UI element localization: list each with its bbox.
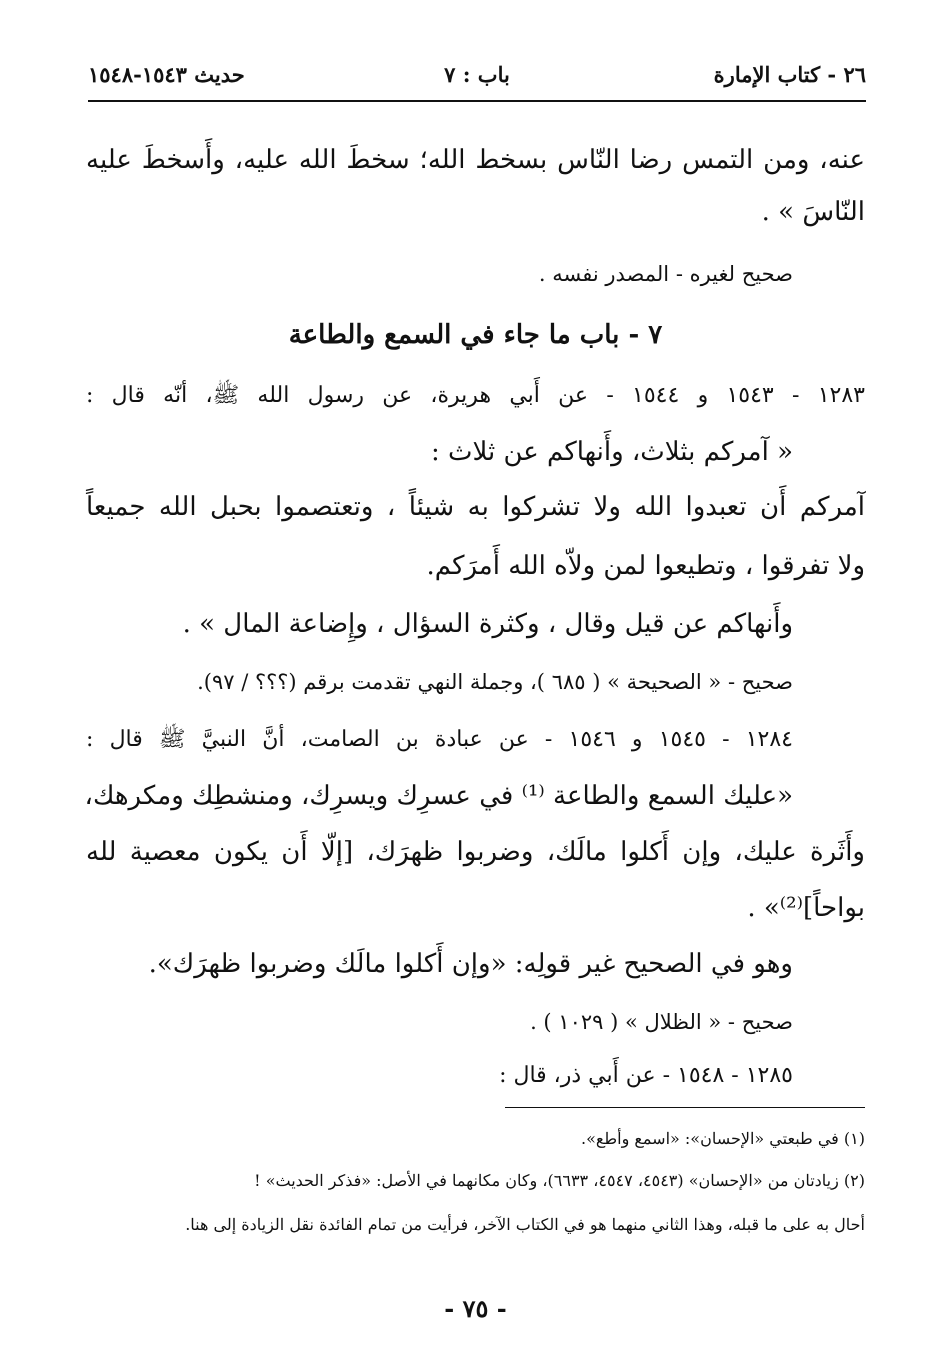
section-heading: ٧ - باب ما جاء في السمع والطاعة <box>288 320 663 350</box>
footnote-2: (٢) زيادتان من «الإحسان» (٤٥٤٣، ٤٥٤٧، ٦٦٣٣)، وكان مكانهما في الأصل: «فذكر الحديث» ! <box>254 1171 865 1190</box>
header-rule <box>88 100 866 102</box>
text-line: ولا تفرقوا ، وتطيعوا لمن ولاّه الله أَمرَكم. <box>426 551 865 581</box>
text-line: وأَثَرة عليك، وإن أَكلوا مالَك، وضربوا ظهرَك، [إلّا أَن يكون معصية لله <box>86 837 865 867</box>
text-line: «عليك السمع والطاعة ⁽¹⁾ في عسرِك ويسرِك، ومنشطِك ومكرهك، <box>84 781 793 811</box>
grading-line: صحيح لغيره - المصدر نفسه . <box>538 262 793 286</box>
chapter-title: ٢٦ - كتاب الإمارة <box>713 62 866 87</box>
footnote-2-continued: أحال به على ما قبله، وهذا الثاني منهما هو في الكتاب الآخر، فرأيت من تمام الفائدة نقل الزيادة إلى هنا. <box>185 1215 865 1234</box>
footnote-rule <box>505 1107 865 1108</box>
hadith-intro: ١٢٨٤ - ١٥٤٥ و ١٥٤٦ - عن عبادة بن الصامت، أنَّ النبيَّ ﷺ قال : <box>86 727 793 752</box>
hadith-intro: ١٢٨٣ - ١٥٤٣ و ١٥٤٤ - عن أَبي هريرة، عن رسول الله ﷺ، أنّه قال : <box>86 383 865 408</box>
footnote-1: (١) في طبعتي «الإحسان»: «اسمع وأطع». <box>581 1129 865 1148</box>
hadith-range: حديث ١٥٤٣-١٥٤٨ <box>88 62 245 87</box>
grading-line: صحيح - « الصحيحة » ( ٦٨٥ )، وجملة النهي تقدمت برقم (؟؟؟ / ٩٧). <box>197 670 793 694</box>
text-line: وهو في الصحيح غير قولِه: «وإن أَكلوا مالَك وضربوا ظهرَك». <box>148 949 793 979</box>
text-line: وأَنهاكم عن قيل وقال ، وكثرة السؤال ، وإِضاعة المال » . <box>182 609 793 639</box>
page-number: - ٧٥ - <box>444 1294 507 1323</box>
text-line: النّاسَ » . <box>761 197 865 227</box>
running-header <box>88 62 866 98</box>
text-line: آمركم أَن تعبدوا الله ولا تشركوا به شيئاً ، وتعتصموا بحبل الله جميعاً <box>86 492 865 522</box>
text-line: « آمركم بثلاث، وأَنهاكم عن ثلاث : <box>430 437 793 467</box>
grading-line: صحيح - « الظلال » ( ١٠٢٩ ) . <box>530 1010 793 1034</box>
hadith-intro: ١٢٨٥ - ١٥٤٨ - عن أَبي ذر، قال : <box>499 1063 793 1088</box>
text-line: بواحاً]⁽²⁾» . <box>747 893 865 923</box>
text-line: عنه، ومن التمس رضا النّاس بسخط الله؛ سخطَ الله عليه، وأَسخطَ عليه <box>86 145 865 175</box>
section-label: باب : ٧ <box>444 62 510 87</box>
